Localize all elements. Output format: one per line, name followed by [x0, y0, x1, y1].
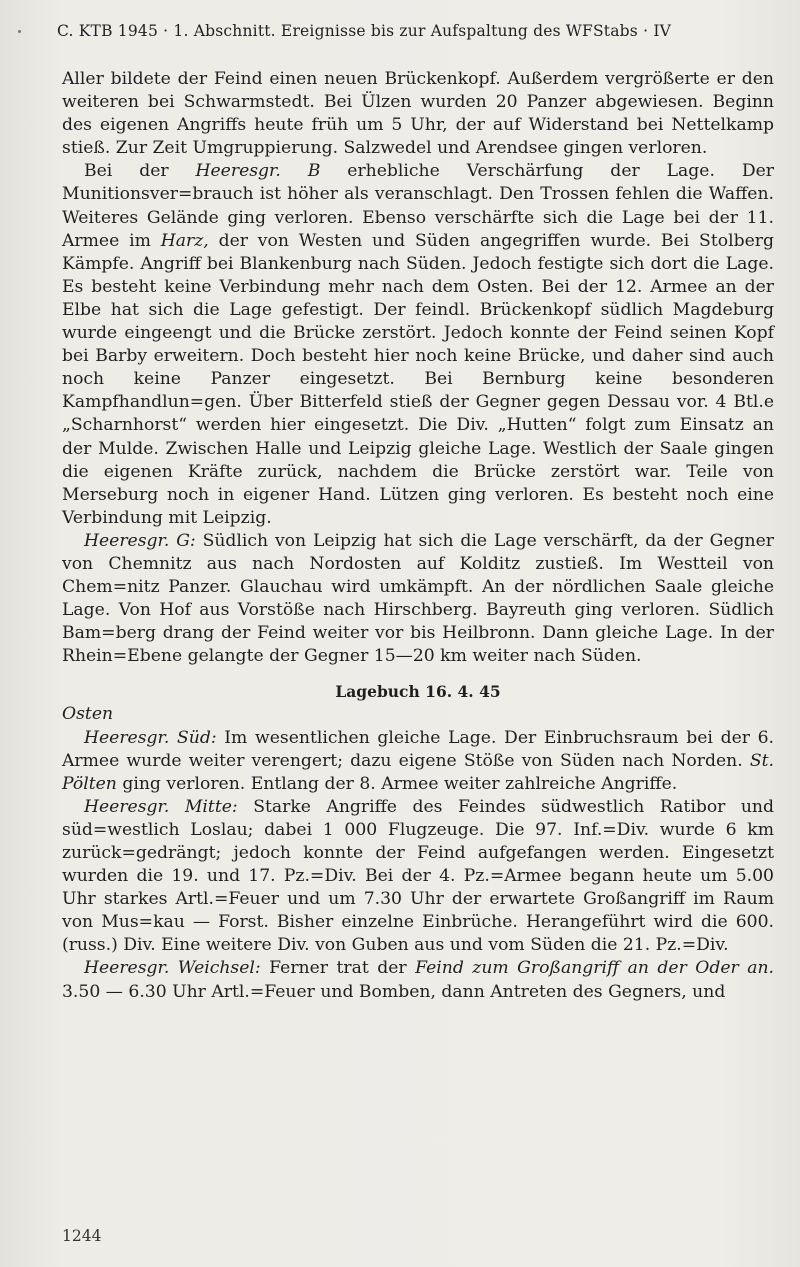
italic-term: Heeresgr. Weichsel: — [84, 958, 261, 979]
italic-term: Heeresgr. Süd: — [84, 727, 217, 748]
paragraph-heeresgr-g: Heeresgr. G: Südlich von Leipzig hat sich die Lage verschärft, da der Gegner von Chemnitz aus nach Nordosten auf Kolditz zustieß. Im Westteil von Chem=nitz Panzer. Glauchau wird umkämpft. An der nördlichen Saale gleiche Lage. Von Hof aus Vorstöße nach Hirschberg. Bayreuth ging verloren. Südlich Bam=berg drang der Feind weiter vor bis Heilbronn. Dann gleiche Lage. In der Rhein=Ebene gelangte der Gegner 15—20 km weiter nach Süden. — [62, 530, 774, 667]
italic-term: Harz, — [160, 230, 209, 251]
sub-heading: Osten — [62, 704, 114, 725]
italic-term: St. Pölten — [62, 750, 774, 794]
body-text — [62, 68, 774, 1004]
paragraph-heeresgr-weichsel: Heeresgr. Weichsel: Ferner trat der Feind zum Großangriff an der Oder an. 3.50 — 6.30 Uhr Artl.=Feuer und Bomben, dann Antreten des Gegners, und — [62, 958, 774, 1002]
italic-term: Heeresgr. B — [195, 161, 321, 182]
paragraph-heeresgr-sued: Heeresgr. Süd: Im wesentlichen gleiche Lage. Der Einbruchsraum bei der 6. Armee wurde weiter verengert; dazu eigene Stöße von Süden nach Norden. St. Pölten ging verloren. Entlang der 8. Armee weiter zahlreiche Angriffe. — [62, 727, 775, 794]
section-heading: Lagebuch 16. 4. 45 — [335, 682, 501, 702]
italic-term: Heeresgr. Mitte: — [84, 796, 238, 817]
paragraph-heeresgr-mitte: Heeresgr. Mitte: Starke Angriffe des Feindes südwestlich Ratibor und süd=westlich Loslau; dabei 1 000 Flugzeuge. Die 97. Inf.=Div. wurde 6 km zurück=gedrängt; jedoch konnte der Feind aufgefangen werden. Eingesetzt wurden die 19. und 17. Pz.=Div. Bei der 4. Pz.=Armee begann heute um 5.00 Uhr starkes Artl.=Feuer und um 7.30 Uhr der erwartete Großangriff im Raum von Mus=kau — Forst. Bisher einzelne Einbrüche. Herangeführt wird die 600. (russ.) Div. Eine weitere Div. von Guben aus und vom Süden die 21. Pz.=Div. — [62, 796, 775, 956]
paragraph-heeresgr-b: Bei der Heeresgr. B erhebliche Verschärfung der Lage. Der Munitionsver=brauch ist höher als veranschlagt. Den Trossen fehlen die Waffen. Weiteres Gelände ging verloren. Ebenso verschärfte sich die Lage bei der 11. Armee im Harz, der von Westen und Süden angegriffen wurde. Bei Stolberg Kämpfe. Angriff bei Blankenburg nach Süden. Jedoch festigte sich dort die Lage. Es besteht keine Verbindung mehr nach dem Osten. Bei der 12. Armee an der Elbe hat sich die Lage gefestigt. Der feindl. Brückenkopf südlich Magdeburg wurde eingeengt und die Brücke zerstört. Jedoch konnte der Feind seinen Kopf bei Barby erweitern. Doch besteht hier noch keine Brücke, und daher sind auch noch keine Panzer eingesetzt. Bei Bernburg keine besonderen Kampfhandlun=gen. Über Bitterfeld stieß der Gegner gegen Dessau vor. 4 Btl.e „Scharnhorst“ werden hier eingesetzt. Die Div. „Hutten“ folgt zum Einsatz an der Mulde. Zwischen Halle und Leipzig gleiche Lage. Westlich der Saale gingen die eigenen Kräfte zurück, nachdem die Brücke zerstört war. Teile von Merseburg noch in eigener Hand. Lützen ging verloren. Es besteht noch eine Verbindung mit Leipzig. — [62, 161, 774, 528]
paper-speck — [18, 30, 21, 33]
paragraph-1: Aller bildete der Feind einen neuen Brückenkopf. Außerdem vergrößerte er den weiteren bei Schwarmstedt. Bei Ülzen wurden 20 Panzer abgewiesen. Beginn des eigenen Angriffs heute früh um 5 Uhr, der auf Widerstand bei Nettelkamp stieß. Zur Zeit Umgruppierung. Salzwedel und Arendsee gingen verloren. — [62, 69, 774, 159]
italic-term: Feind zum Großangriff an der Oder an. — [415, 958, 774, 979]
italic-term: Heeresgr. G: — [84, 530, 196, 551]
running-head: C. KTB 1945 · 1. Abschnitt. Ereignisse bis zur Aufspaltung des WFStabs · IV — [57, 22, 672, 40]
page-number: 1244 — [62, 1227, 102, 1245]
